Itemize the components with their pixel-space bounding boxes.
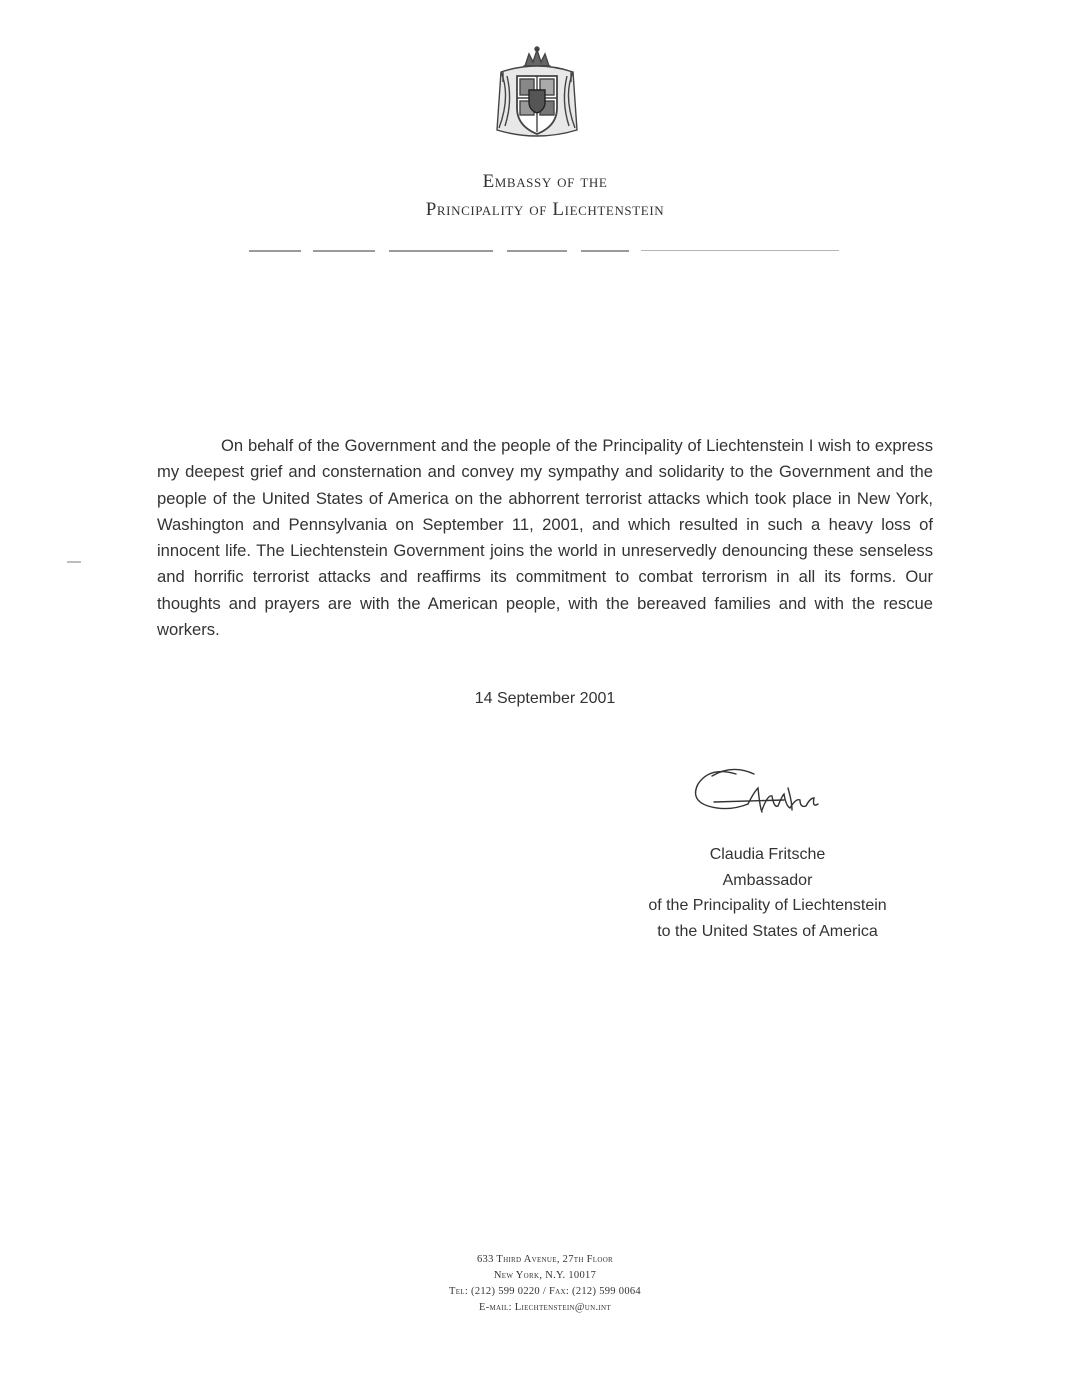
signature-block	[595, 842, 940, 944]
letterhead-line-2: Principality of Liechtenstein	[425, 199, 665, 220]
footer-phone-fax: Tel: (212) 599 0220 / Fax: (212) 599 0064	[449, 1286, 641, 1297]
footer-city: New York, N.Y. 10017	[493, 1270, 597, 1281]
letter-body: On behalf of the Government and the people of the Principality of Liechtenstein I wish to express my deepest grief and consternation and convey my sympathy and solidarity to the Government and the people of the United States of America on the abhorrent terrorist attacks which took place in New York, Washington and Pennsylvania on September 11, 2001, and which resulted in such a heavy loss of innocent life. The Liechtenstein Government joins the world in unreservedly denouncing these senseless and horrific terrorist attacks and reaffirms its commitment to combat terrorism in all its forms. Our thoughts and prayers are with the American people, with the bereaved families and with the rescue workers.	[157, 436, 933, 640]
signatory-name: Claudia Fritsche	[709, 846, 826, 863]
handwritten-signature	[688, 762, 848, 832]
letter-date: 14 September 2001	[474, 690, 616, 707]
signatory-affiliation-2: to the United States of America	[657, 922, 878, 940]
footer-email: E-mail: Liechtenstein@un.int	[479, 1302, 611, 1313]
embassy-footer	[345, 1252, 745, 1316]
footer-address: 633 Third Avenue, 27th Floor	[476, 1254, 614, 1265]
signatory-title: Ambassador	[722, 871, 813, 889]
coat-of-arms-icon	[491, 46, 583, 144]
letterhead	[200, 168, 890, 224]
letterhead-divider	[249, 250, 839, 252]
letterhead-line-1: Embassy of the	[482, 171, 608, 192]
scan-artifact	[67, 561, 81, 563]
signatory-affiliation-1: of the Principality of Liechtenstein	[648, 897, 887, 914]
